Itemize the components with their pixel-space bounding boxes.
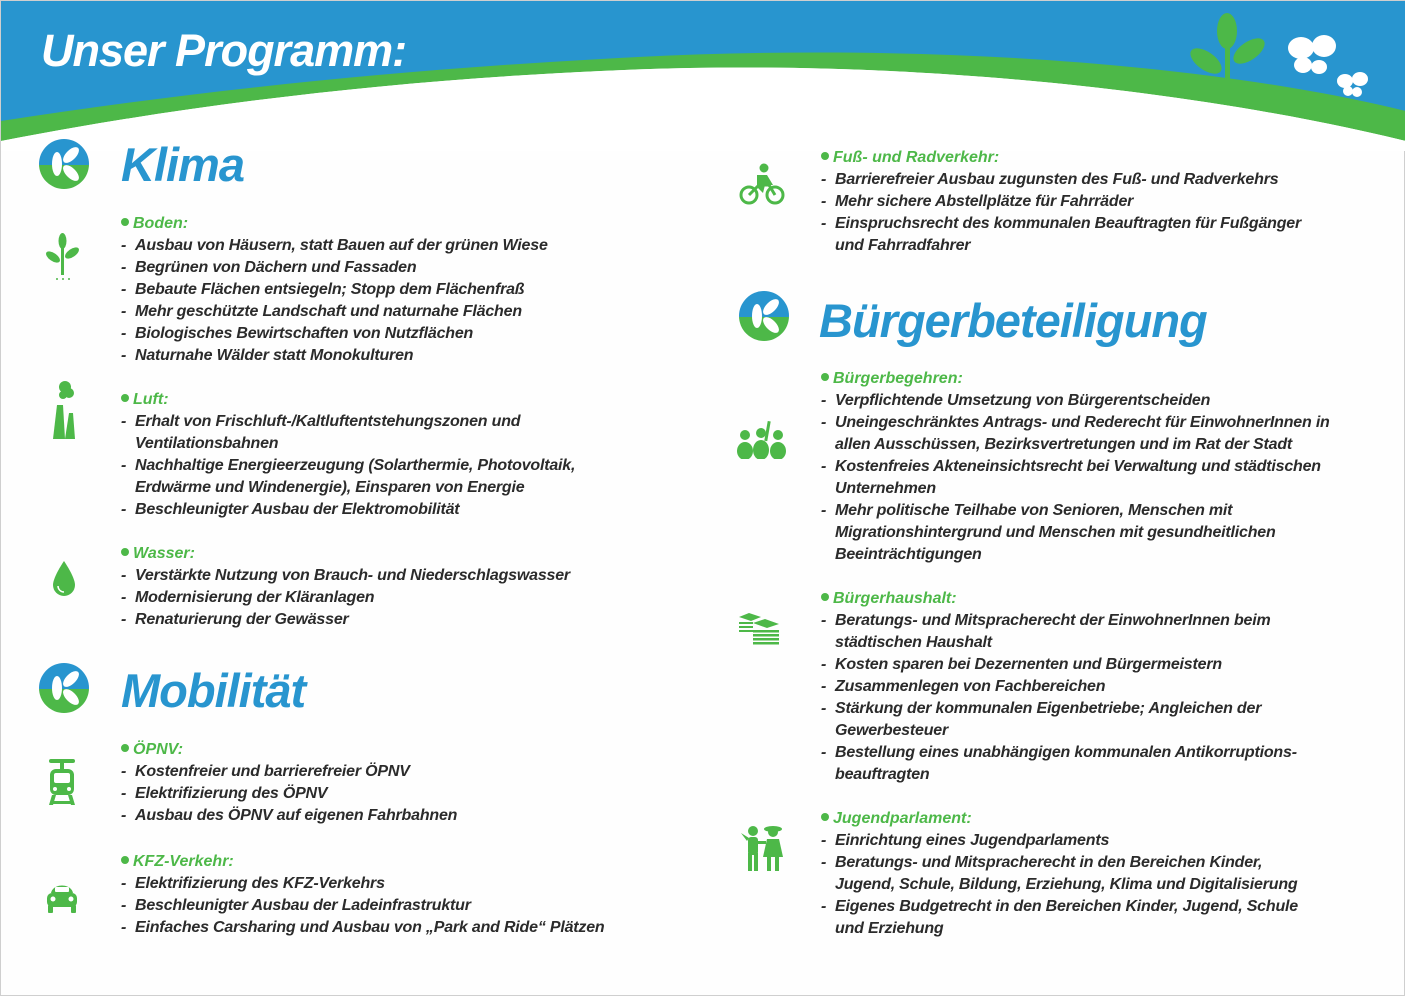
list-item: - Beschleunigter Ausbau der Ladeinfrastruktur	[121, 897, 471, 914]
list-item: - Begrünen von Dächern und Fassaden	[121, 259, 417, 276]
group-buergerbegehren	[821, 368, 1381, 566]
list-item: - Erhalt von Frischluft-/Kaltluftentstehungszonen und Ventilationsbahnen	[121, 413, 521, 452]
list-item: - Nachhaltige Energieerzeugung (Solarthermie, Photovoltaik, Erdwärme und Windenergie), Einsparen von Energie	[121, 457, 576, 496]
children-icon	[737, 825, 787, 873]
party-logo-icon	[39, 663, 89, 713]
water-drop-icon	[51, 561, 77, 597]
list-item: - Beratungs- und Mitspracherecht in den Bereichen Kinder, Jugend, Schule, Bildung, Erziehung, Klima und Digitalisierung	[821, 854, 1298, 893]
group-label: Boden:	[133, 215, 189, 232]
list-item: - Einrichtung eines Jugendparlaments	[821, 832, 1110, 849]
group-jugendparlament	[821, 808, 1381, 940]
bullet-dot	[121, 856, 129, 864]
group-luft	[121, 389, 681, 521]
list-item: - Mehr geschützte Landschaft und naturnahe Flächen	[121, 303, 522, 320]
list-item: - Mehr sichere Abstellplätze für Fahrräder	[821, 193, 1134, 210]
list-item: - Barrierefreier Ausbau zugunsten des Fuß- und Radverkehrs	[821, 171, 1279, 188]
factory-smoke-icon	[51, 379, 77, 439]
list-item: - Verpflichtende Umsetzung von Bürgerentscheiden	[821, 392, 1211, 409]
list-item: - Uneingeschränktes Antrags- und Rederecht für EinwohnerInnen in allen Ausschüssen, Bezirksvertretungen und im Rat der Stadt	[821, 414, 1330, 453]
bullet-dot	[121, 218, 129, 226]
party-logo-icon	[39, 139, 89, 189]
list-item: - Verstärkte Nutzung von Brauch- und Niederschlagswasser	[121, 567, 570, 584]
list-item: - Bestellung eines unabhängigen kommunalen Antikorruptions-beauftragten	[821, 744, 1297, 783]
plant-icon	[45, 233, 81, 281]
bullet-dot	[121, 548, 129, 556]
bullet-dot	[121, 744, 129, 752]
group-label: Luft:	[133, 391, 169, 408]
list-item: - Ausbau des ÖPNV auf eigenen Fahrbahnen	[121, 807, 458, 824]
list-item: - Beschleunigter Ausbau der Elektromobilität	[121, 501, 460, 518]
group-label: ÖPNV:	[133, 741, 184, 758]
item-list	[821, 830, 1321, 940]
bullet-dot	[821, 152, 829, 160]
item-list	[121, 873, 701, 939]
item-list	[821, 169, 1331, 257]
list-item: - Elektrifizierung des KFZ-Verkehrs	[121, 875, 385, 892]
group-label: Fuß- und Radverkehr:	[833, 149, 1000, 166]
group-label: KFZ-Verkehr:	[133, 853, 234, 870]
list-item: - Elektrifizierung des ÖPNV	[121, 785, 328, 802]
list-item: - Eigenes Budgetrecht in den Bereichen Kinder, Jugend, Schule und Erziehung	[821, 898, 1298, 937]
list-item: - Mehr politische Teilhabe von Senioren, Menschen mit Migrationshintergrund und Menschen mit gesundheitlichen Beeinträchtigungen	[821, 502, 1276, 563]
party-logo-icon	[739, 291, 789, 341]
item-list	[121, 761, 681, 827]
list-item: - Kosten sparen bei Dezernenten und Bürgermeistern	[821, 656, 1222, 673]
bullet-dot	[821, 373, 829, 381]
page-title: Unser Programm:	[41, 25, 407, 76]
group-boden	[121, 213, 681, 367]
group-buergerhaushalt	[821, 588, 1381, 786]
list-item: - Modernisierung der Kläranlagen	[121, 589, 375, 606]
group-label: Bürgerhaushalt:	[833, 590, 957, 607]
bullet-dot	[821, 813, 829, 821]
list-item: - Einspruchsrecht des kommunalen Beauftragten für Fußgänger und Fahrradfahrer	[821, 215, 1302, 254]
people-vote-icon	[737, 421, 787, 459]
list-item: - Ausbau von Häusern, statt Bauen auf der grünen Wiese	[121, 237, 548, 254]
section-title-klima: Klima	[121, 138, 244, 191]
item-list	[121, 235, 681, 367]
item-list	[121, 411, 611, 521]
list-item: - Bebaute Flächen entsiegeln; Stopp dem Flächenfraß	[121, 281, 525, 298]
group-wasser	[121, 543, 681, 631]
group-label: Wasser:	[133, 545, 195, 562]
bullet-dot	[821, 593, 829, 601]
list-item: - Kostenfreier und barrierefreier ÖPNV	[121, 763, 410, 780]
list-item: - Naturnahe Wälder statt Monokulturen	[121, 347, 414, 364]
group-label: Bürgerbegehren:	[833, 370, 963, 387]
list-item: - Einfaches Carsharing und Ausbau von „Park and Ride“ Plätzen	[121, 919, 605, 936]
item-list	[121, 565, 681, 631]
money-stack-icon	[739, 613, 781, 645]
cyclist-icon	[739, 163, 785, 205]
car-icon	[45, 881, 79, 915]
list-item: - Zusammenlegen von Fachbereichen	[821, 678, 1106, 695]
tram-icon	[47, 759, 77, 807]
group-oepnv	[121, 739, 681, 827]
list-item: - Beratungs- und Mitspracherecht der EinwohnerInnen beim städtischen Haushalt	[821, 612, 1271, 651]
group-kfz	[121, 851, 701, 939]
section-title-mobilitaet: Mobilität	[121, 664, 306, 717]
section-title-buergerbeteiligung: Bürgerbeteiligung	[819, 294, 1207, 347]
item-list	[821, 390, 1331, 566]
list-item: - Kostenfreies Akteneinsichtsrecht bei Verwaltung und städtischen Unternehmen	[821, 458, 1321, 497]
bullet-dot	[121, 394, 129, 402]
list-item: - Biologisches Bewirtschaften von Nutzflächen	[121, 325, 474, 342]
group-label: Jugendparlament:	[833, 810, 972, 827]
item-list	[821, 610, 1301, 786]
group-rad	[821, 147, 1381, 257]
list-item: - Stärkung der kommunalen Eigenbetriebe; Angleichen der Gewerbesteuer	[821, 700, 1262, 739]
list-item: - Renaturierung der Gewässer	[121, 611, 349, 628]
